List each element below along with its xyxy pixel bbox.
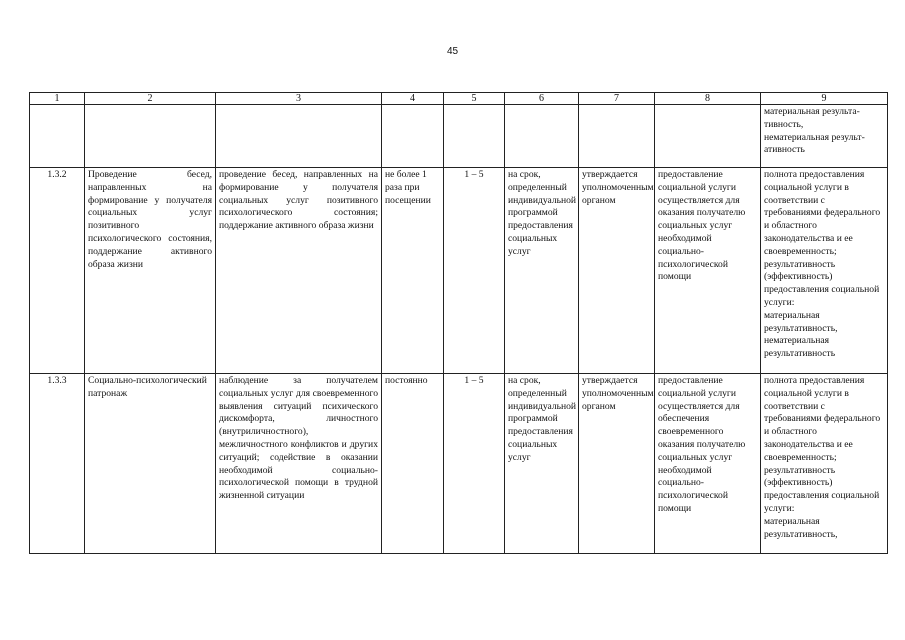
service-row	[30, 168, 888, 374]
column-number: 5	[444, 93, 505, 105]
quality-indicators-cell	[761, 105, 888, 168]
indicator-line: нематериальная результативность	[764, 335, 836, 360]
indicator-line: полнота предоставления социальной услуги в соответствии с требованиями федерального и областного законодательства и ее своевременность;	[764, 375, 881, 463]
indicator-line: нематериальная результ-	[764, 131, 865, 143]
column-number: 3	[216, 93, 382, 105]
continued-row	[30, 105, 888, 168]
empty-cell	[216, 105, 382, 168]
empty-cell	[30, 105, 85, 168]
column-number: 7	[579, 93, 655, 105]
service-code: 1.3.2	[30, 168, 85, 374]
service-content: проведение бесед, направленных на формирование у получателя социальных услуг позитивного психологического состояния; поддержание активного образа жизни	[216, 168, 382, 374]
indicator-line: ативность	[764, 144, 805, 156]
empty-cell	[655, 105, 761, 168]
indicator-line: результативность (эффективность) предоставления социальной услуги:	[764, 258, 880, 308]
indicator-line: материальная результа-	[764, 106, 860, 117]
service-conditions: предоставление социальной услуги осуществляется для оказания получателю социальных услуг необходимой социально-психологической помощи	[655, 168, 761, 374]
service-unit: 1 – 5	[444, 374, 505, 554]
service-conditions: предоставление социальной услуги осуществляется для обеспечения своевременного оказания получателю социальных услуг необходимой социально-психологической помощи	[655, 374, 761, 554]
service-cost: утверждается уполномоченным органом	[579, 374, 655, 554]
service-name: Социально-психологический патронаж	[85, 374, 216, 554]
column-number: 9	[761, 93, 888, 105]
service-term: на срок, определенный индивидуальной программой предоставления социальных услуг	[505, 168, 579, 374]
quality-indicators-cell	[761, 374, 888, 554]
indicator-line: материальная результативность,	[764, 309, 838, 334]
services-table	[29, 92, 888, 554]
service-code: 1.3.3	[30, 374, 85, 554]
service-term: на срок, определенный индивидуальной программой предоставления социальных услуг	[505, 374, 579, 554]
indicator-line: тивность,	[764, 118, 804, 130]
column-number-row	[30, 93, 888, 105]
empty-cell	[382, 105, 444, 168]
indicator-line: материальная результативность,	[764, 515, 838, 540]
page-number: 45	[446, 46, 459, 57]
service-name: Проведение бесед, направленных на формирование у получателя социальных услуг позитивного психологического состояния, поддержание активного образа жизни	[85, 168, 216, 374]
service-unit: 1 – 5	[444, 168, 505, 374]
empty-cell	[444, 105, 505, 168]
service-row	[30, 374, 888, 554]
service-content: наблюдение за получателем социальных услуг для своевременного выявления ситуаций психического дискомфорта, личностного (внутриличностного), межличностного конфликтов и других ситуаций; содействие в оказании необходимой социально-психологической помощи в трудной жизненной ситуации	[216, 374, 382, 554]
column-number: 4	[382, 93, 444, 105]
service-cost: утверждается уполномоченным органом	[579, 168, 655, 374]
quality-indicators-cell	[761, 168, 888, 374]
indicator-line: результативность (эффективность) предоставления социальной услуги:	[764, 464, 880, 514]
service-frequency: постоянно	[382, 374, 444, 554]
column-number: 2	[85, 93, 216, 105]
column-number: 1	[30, 93, 85, 105]
empty-cell	[505, 105, 579, 168]
empty-cell	[579, 105, 655, 168]
indicator-line: полнота предоставления социальной услуги в соответствии с требованиями федерального и областного законодательства и ее своевременность;	[764, 169, 881, 257]
empty-cell	[85, 105, 216, 168]
service-frequency: не более 1 раза при посещении	[382, 168, 444, 374]
column-number: 8	[655, 93, 761, 105]
column-number: 6	[505, 93, 579, 105]
